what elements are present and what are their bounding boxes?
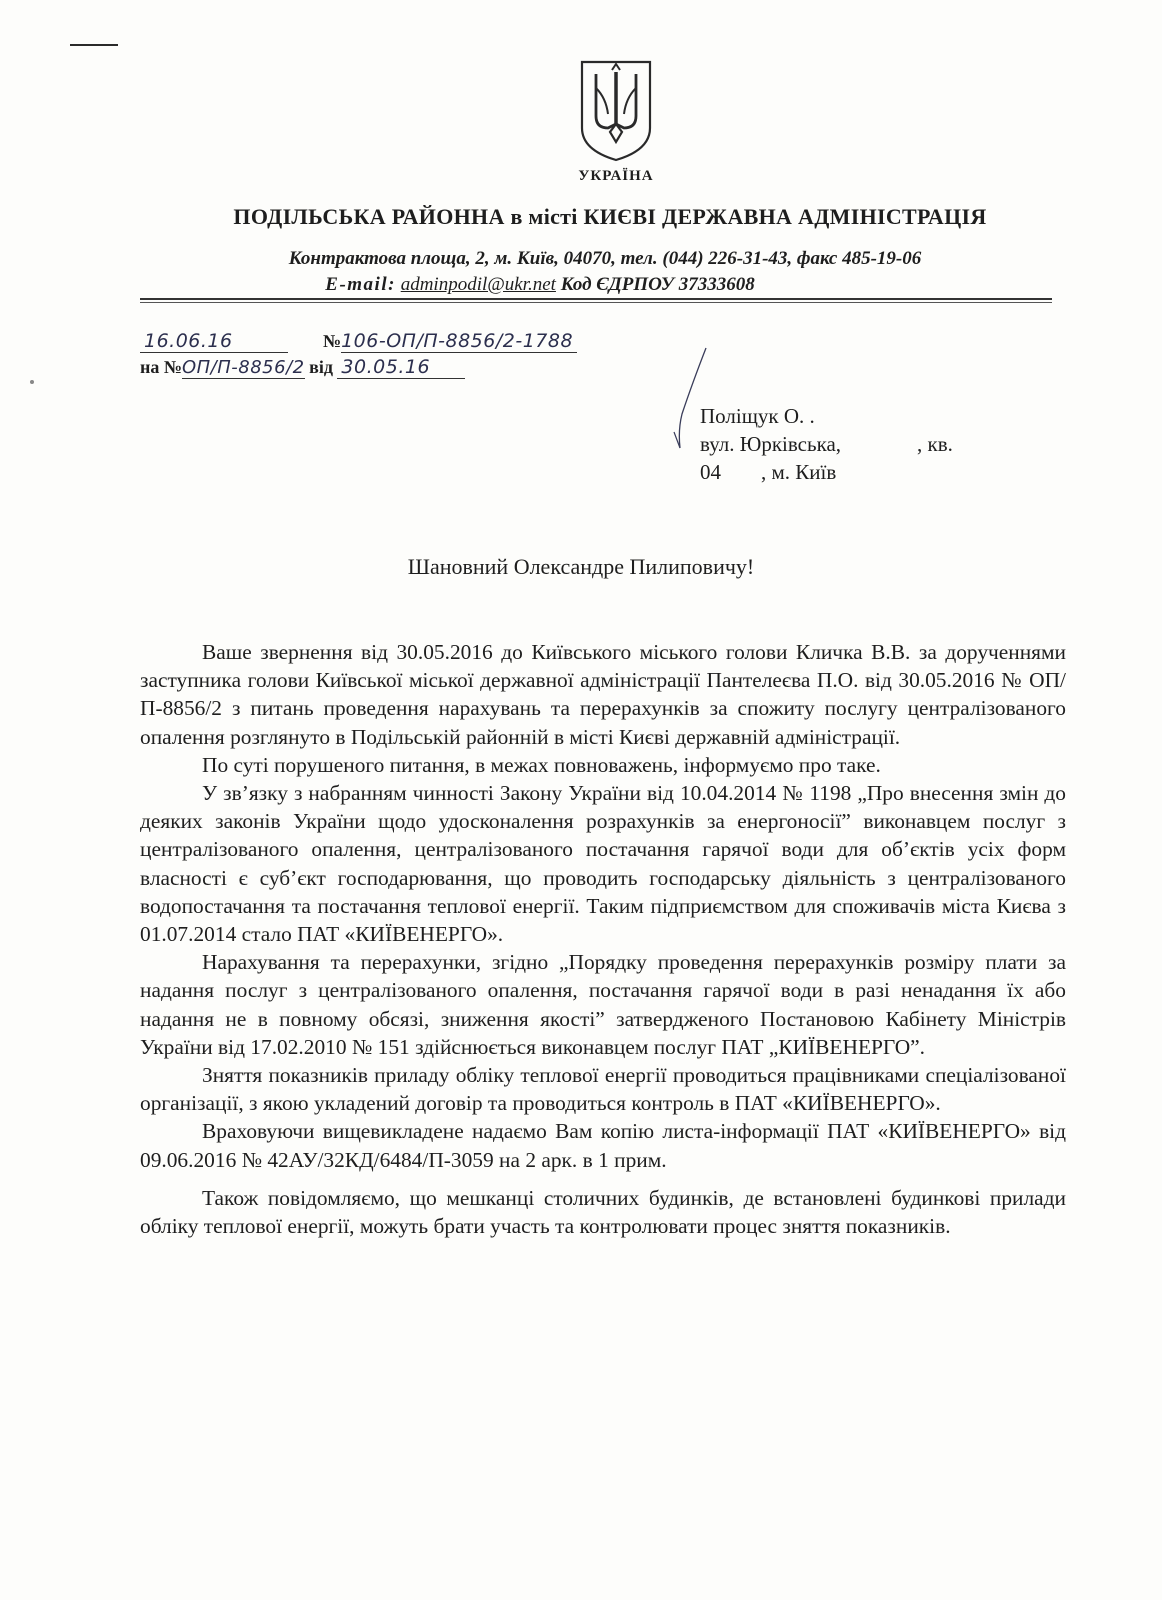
reply-number: ОП/П-8856/2 xyxy=(181,357,305,378)
paragraph: Також повідомляємо, що мешканці столичних будинків, де встановлені будинкові прилади обліку теплової енергії, можуть брати участь та контролювати процес зняття показників. xyxy=(140,1185,1066,1239)
organization-title: ПОДІЛЬСЬКА РАЙОННА в місті КИЄВІ ДЕРЖАВНА АДМІНІСТРАЦІЯ xyxy=(233,204,987,229)
scan-dot xyxy=(30,380,34,384)
incoming-reference xyxy=(140,356,465,382)
salutation: Шановний Олександре Пилиповичу! xyxy=(407,554,755,579)
country-name: УКРАЇНА xyxy=(578,168,654,184)
recipient-street: вул. Юрківська, xyxy=(700,432,842,456)
paragraph: Нарахування та перерахунки, згідно „Порядку проведення перерахунків розміру плати за надання послуг з централізованого опалення, постачання гарячої води в разі ненадання їх або надання не в повному обсязі, зниження якості” затвердженого Постановою Кабінету Міністрів України від 17.02.2010 № 151 здійснюється виконавцем послуг ПАТ „КИЇВЕНЕРГО”. xyxy=(140,950,1066,1059)
header-rule-thin xyxy=(140,302,1052,303)
paragraph: Ваше звернення від 30.05.2016 до Київського міського голови Кличка В.В. за дорученнями заступника голови Київської міської державної адміністрації Пантелеєва П.О. від 30.05.2016 № ОП/П-8856/2 з питань проведення нарахувань та перерахунків за спожиту послугу централізованого опалення розглянуто в Подільській районній в місті Києві державній адміністрації. xyxy=(140,640,1066,749)
recipient-city-line xyxy=(700,458,953,486)
trident-coat-of-arms-icon xyxy=(578,58,654,162)
paragraph: Враховуючи вищевикладене надаємо Вам копію листа-інформації ПАТ «КИЇВЕНЕРГО» від 09.06.2016 № 42АУ/32КД/6484/П-3059 на 2 арк. в 1 прим. xyxy=(140,1119,1066,1172)
outgoing-date: 16.06.16 xyxy=(140,330,288,353)
recipient-apartment: , кв. xyxy=(917,432,953,456)
reply-date: 30.05.16 xyxy=(337,356,465,379)
corner-dash xyxy=(70,44,118,46)
organization-address: Контрактова площа, 2, м. Київ, 04070, тел. (044) 226-31-43, факс 485-19-06 xyxy=(288,248,922,269)
edrpou-code: Код ЄДРПОУ 37333608 xyxy=(560,274,755,295)
reply-prefix: на № xyxy=(140,357,182,377)
contact-line xyxy=(0,274,1080,296)
outgoing-number: 106-ОП/П-8856/2-1788 xyxy=(341,330,577,353)
number-prefix: № xyxy=(323,331,342,351)
outgoing-reference xyxy=(140,330,577,356)
email-label: E-mail: xyxy=(325,274,396,295)
reply-from-label: від xyxy=(309,357,333,377)
paragraph: По суті порушеного питання, в межах повноважень, інформуємо про таке. xyxy=(202,752,881,777)
recipient-postcode: 04 xyxy=(700,460,721,484)
letter-body xyxy=(140,638,1066,1240)
recipient-city: , м. Київ xyxy=(761,460,837,484)
paragraph: Зняття показників приладу обліку теплової енергії проводиться працівниками спеціалізованої організації, з якою укладений договір та проводиться контроль в ПАТ «КИЇВЕНЕРГО». xyxy=(140,1063,1066,1116)
email-link[interactable]: adminpodil@ukr.net xyxy=(400,274,556,295)
recipient-block xyxy=(700,402,953,486)
recipient-name: Поліщук О. . xyxy=(700,404,815,428)
recipient-street-line xyxy=(700,430,953,458)
paragraph: У зв’язку з набранням чинності Закону України від 10.04.2014 № 1198 „Про внесення змін до деяких законів України щодо удосконалення розрахунків за енергоносії” виконавцем послуг з централізованого опалення, централізованого постачання гарячої води для об’єктів усіх форм власності є суб’єкт господарювання, що проводить господарську діяльність з централізованого водопостачання та постачання теплової енергії. Таким підприємством для споживачів міста Києва з 01.07.2014 стало ПАТ «КИЇВЕНЕРГО». xyxy=(140,781,1066,947)
header-rule xyxy=(140,298,1052,300)
